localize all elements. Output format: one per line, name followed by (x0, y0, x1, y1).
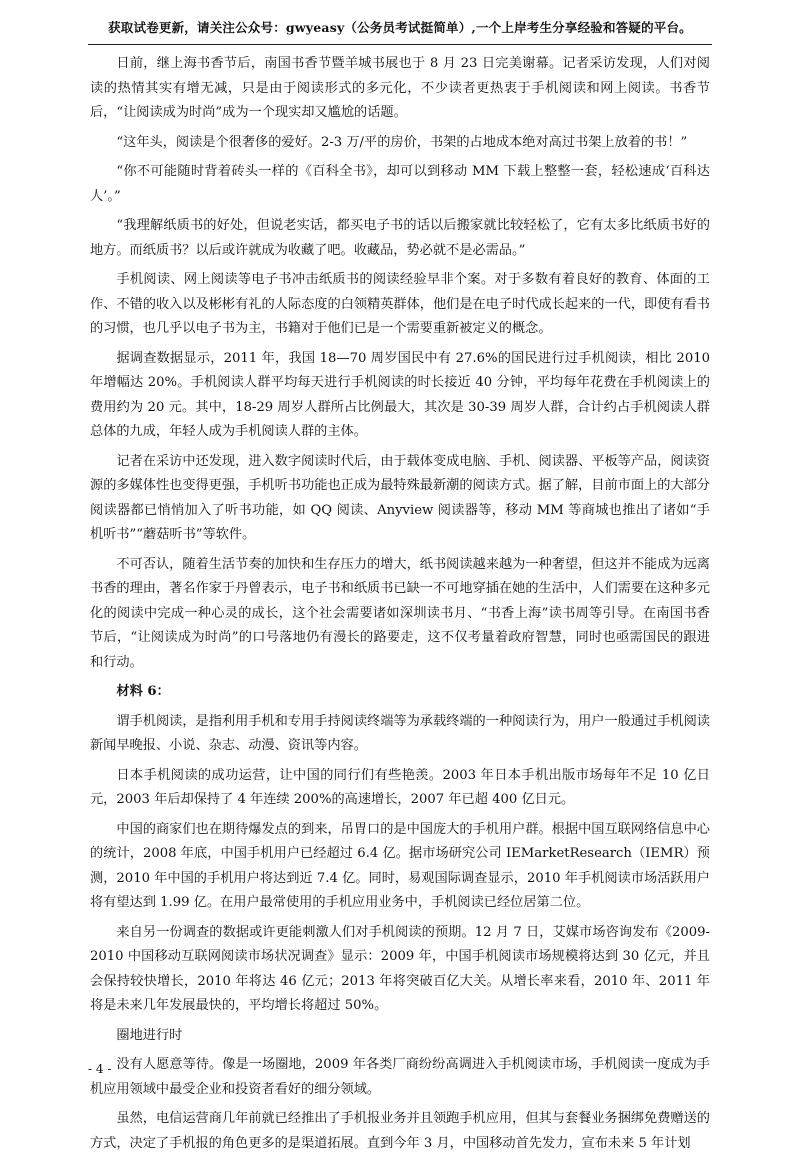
page-number: - 4 - (88, 1062, 112, 1076)
paragraph: 手机阅读、网上阅读等电子书冲击纸质书的阅读经验早非个案。对于多数有着良好的教育、体面的工作、不错的收入以及彬彬有礼的人际态度的白领精英群体，他们是在电子时代成长起来的一代，即使有看书的习惯，也几乎以电子书为主，书籍对于他们已是一个需要重新被定义的概念。 (90, 272, 710, 336)
page-header: 获取试卷更新，请关注公众号：gwyeasy（公务员考试挺简单）,一个上岸考生分享经验和答疑的平台。 (108, 20, 692, 35)
subheading: 圈地进行时 (116, 1027, 183, 1043)
paragraph: 日前，继上海书香节后，南国书香节暨羊城书展也于 8 月 23 日完美谢幕。记者采访发现，人们对阅读的热情其实有增无减，只是由于阅读形式的多元化，不少读者更热衷于手机阅读和网上阅读。书香节后，“让阅读成为时尚”成为一个现实却又尴尬的话题。 (90, 56, 710, 120)
paragraph: 虽然，电信运营商几年前就已经推出了手机报业务并且领跑手机应用，但其与套餐业务捆绑免费赠送的方式，决定了手机报的角色更多的是渠道拓展。直到今年 3 月，中国移动首先发力，宣布未来 5 年计划 (90, 1111, 710, 1151)
paragraph: 来自另一份调查的数据或许更能刺激人们对手机阅读的预期。12 月 7 日，艾媒市场咨询发布《2009-2010 中国移动互联网阅读市场状况调查》显示：2009 年，中国手机阅读市场规模将达到 30 亿元，并且会保持较快增长，2010 年将达 46 亿元；2013 年将突破百亿大关。从增长率来看，2010 年、2011 年将是未来几年发展最快的，平均增长将超过 50%。 (90, 924, 710, 1013)
paragraph: 不可否认，随着生活节奏的加快和生存压力的增大，纸书阅读越来越为一种奢望，但这并不能成为远离书香的理由，著名作家于丹曾表示，电子书和纸质书已缺一不可地穿插在她的生活中，人们需要在这种多元化的阅读中完成一种心灵的成长，这个社会需要诸如深圳读书月、“书香上海”读书周等引导。在南国书香节后，“让阅读成为时尚”的口号落地仍有漫长的路要走，这不仅考量着政府智慧，同时也亟需国民的跟进和行动。 (90, 556, 710, 670)
paragraph: 记者在采访中还发现，进入数字阅读时代后，由于载体变成电脑、手机、阅读器、平板等产品，阅读资源的多媒体性也变得更强，手机听书功能也正成为最特殊最新潮的阅读方式。据了解，目前市面上的大部分阅读器都已悄悄加入了听书功能，如 QQ 阅读、Anyview 阅读器等，移动 MM 等商城也推出了诸如“手机听书”“蘑菇听书”等软件。 (90, 453, 710, 542)
paragraph: “你不可能随时背着砖头一样的《百科全书》，却可以到移动 MM 下载上整整一套，轻松速成‘百科达人’。” (90, 164, 710, 204)
paragraph: 中国的商家们也在期待爆发点的到来，吊胃口的是中国庞大的手机用户群。根据中国互联网络信息中心的统计，2008 年底，中国手机用户已经超过 6.4 亿。据市场研究公司 IEMarketResearch（IEMR）预测，2010 年中国的手机用户将达到近 7.4 亿。同时，易观国际调查显示，2010 年手机阅读市场活跃用户将有望达到 1.99 亿。在用户最常使用的手机应用业务中，手机阅读已经位居第二位。 (90, 821, 710, 910)
section-heading: 材料 6： (116, 684, 170, 699)
paragraph: 日本手机阅读的成功运营，让中国的同行们有些艳羡。2003 年日本手机出版市场每年不足 10 亿日元，2003 年后却保持了 4 年连续 200%的高速增长，2007 年已超 400 亿日元。 (90, 767, 710, 807)
paragraph: 谓手机阅读，是指利用手机和专用手持阅读终端等为承载终端的一种阅读行为，用户一般通过手机阅读新闻早晚报、小说、杂志、动漫、资讯等内容。 (90, 713, 710, 753)
paragraph: “这年头，阅读是个很奢侈的爱好。2-3 万/平的房价，书架的占地成本绝对高过书架上放着的书！” (116, 134, 688, 150)
paragraph: “我理解纸质书的好处，但说老实话，都买电子书的话以后搬家就比较轻松了，它有太多比纸质书好的地方。而纸质书？以后或许就成为收藏了吧。收藏品，势必就不是必需品。” (90, 218, 710, 258)
document-body (90, 52, 710, 1161)
header-divider (88, 44, 712, 45)
paragraph: 没有人愿意等待。像是一场圈地，2009 年各类厂商纷纷高调进入手机阅读市场，手机阅读一度成为手机应用领域中最受企业和投资者看好的细分领域。 (90, 1057, 710, 1097)
paragraph: 据调查数据显示，2011 年，我国 18—70 周岁国民中有 27.6%的国民进行过手机阅读，相比 2010 年增幅达 20%。手机阅读人群平均每天进行手机阅读的时长接近 40 分钟，平均每年花费在手机阅读上的费用约为 20 元。其中，18-29 周岁人群所占比例最大，其次是 30-39 周岁人群，合计约占手机阅读人群总体的九成，年轻人成为手机阅读人群的主体。 (90, 350, 710, 439)
